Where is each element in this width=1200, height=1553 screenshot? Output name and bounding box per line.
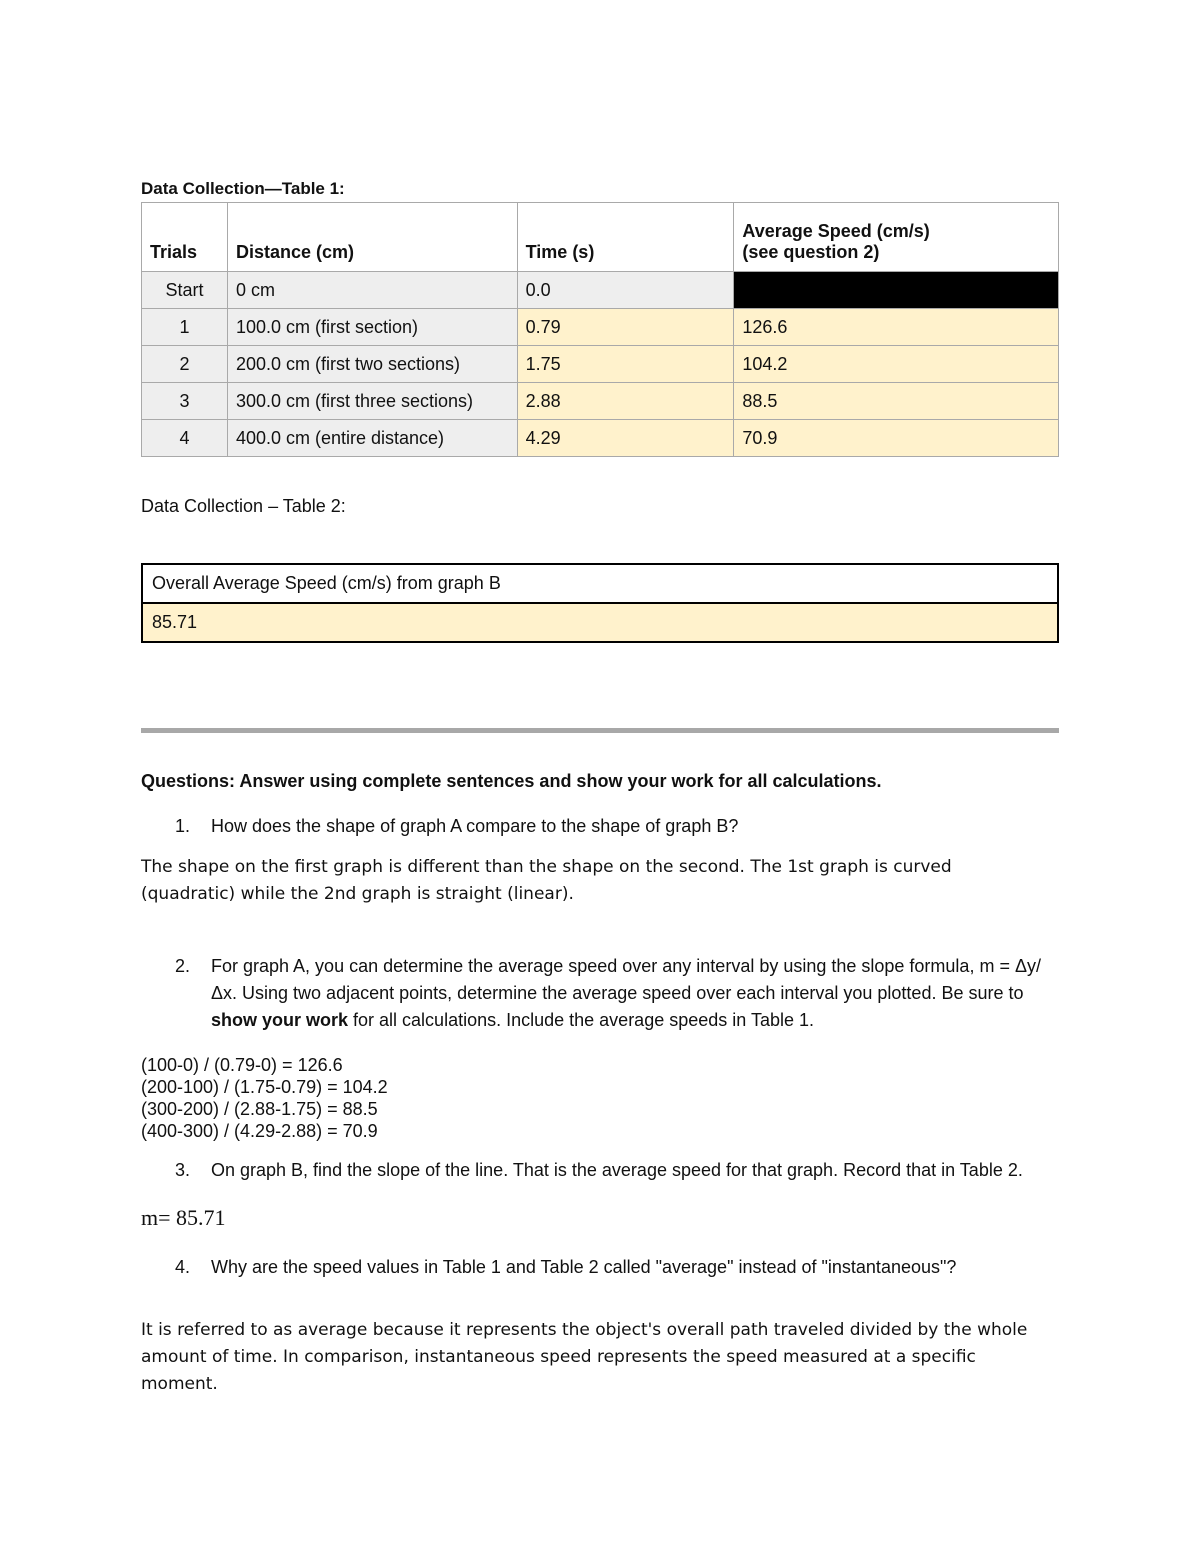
table-header-row (142, 564, 1058, 603)
cell-trial: 4 (142, 420, 228, 457)
table-row (142, 383, 1059, 420)
question-text-b: for all calculations. Include the average speeds in Table 1. (348, 1010, 814, 1030)
question-text: On graph B, find the slope of the line. That is the average speed for that graph. Record that in Table 2. (211, 1160, 1023, 1180)
cell-trial: 2 (142, 346, 228, 383)
header-time: Time (s) (517, 203, 734, 272)
answer-3[interactable]: m= 85.71 (141, 1205, 226, 1230)
question-number: 4. (175, 1257, 191, 1277)
question-text (211, 953, 1045, 1034)
cell-distance: 400.0 cm (entire distance) (227, 420, 517, 457)
calculation-line: (200-100) / (1.75-0.79) = 104.2 (141, 1077, 388, 1097)
table2-title: Data Collection – Table 2: (141, 496, 346, 516)
calculation-line: (300-200) / (2.88-1.75) = 88.5 (141, 1099, 378, 1119)
cell-speed-blocked (734, 272, 1059, 309)
table-row (142, 272, 1059, 309)
table2-value[interactable]: 85.71 (142, 603, 1058, 642)
cell-time: 0.0 (517, 272, 734, 309)
questions-heading: Questions: Answer using complete sentences and show your work for all calculations. (141, 771, 882, 791)
cell-trial: Start (142, 272, 228, 309)
calculation-line: (400-300) / (4.29-2.88) = 70.9 (141, 1121, 378, 1141)
cell-time[interactable]: 4.29 (517, 420, 734, 457)
header-trials: Trials (142, 203, 228, 272)
calculation-line: (100-0) / (0.79-0) = 126.6 (141, 1055, 343, 1075)
table2-header: Overall Average Speed (cm/s) from graph B (142, 564, 1058, 603)
cell-speed[interactable]: 88.5 (734, 383, 1059, 420)
table-row (142, 346, 1059, 383)
cell-time[interactable]: 0.79 (517, 309, 734, 346)
question-text-bold: show your work (211, 1010, 349, 1030)
question-3 (175, 1159, 1045, 1181)
section-divider (141, 728, 1059, 733)
question-number: 2. (175, 956, 191, 976)
question-text-a: For graph A, you can determine the average speed over any interval by using the slope formula, m = Δy/Δx. Using two adjacent points, determine the average speed over each interval you plotted. Be sure to (211, 956, 1041, 1003)
cell-distance: 300.0 cm (first three sections) (227, 383, 517, 420)
cell-trial: 1 (142, 309, 228, 346)
cell-speed[interactable]: 70.9 (734, 420, 1059, 457)
calculation-list[interactable] (141, 1054, 388, 1142)
question-1 (175, 813, 1045, 840)
question-number: 1. (175, 816, 191, 836)
answer-4[interactable]: It is referred to as average because it represents the object's overall path traveled divided by the whole amount of time. In comparison, instantaneous speed represents the speed measured at a specific moment. (141, 1320, 1028, 1394)
table-header-row (142, 203, 1059, 272)
cell-distance: 200.0 cm (first two sections) (227, 346, 517, 383)
header-average-speed-label: Average Speed (cm/s) (742, 221, 930, 241)
question-2 (175, 953, 1045, 1034)
question-4 (175, 1254, 1045, 1281)
question-text: How does the shape of graph A compare to the shape of graph B? (211, 816, 739, 836)
answer-1[interactable]: The shape on the first graph is different than the shape on the second. The 1st graph is curved (quadratic) while the 2nd graph is straight (linear). (141, 857, 952, 904)
header-average-speed (734, 203, 1059, 272)
cell-distance: 100.0 cm (first section) (227, 309, 517, 346)
question-number: 3. (175, 1160, 191, 1180)
table1-title: Data Collection—Table 1: (141, 179, 345, 198)
cell-speed[interactable]: 126.6 (734, 309, 1059, 346)
question-text: Why are the speed values in Table 1 and Table 2 called "average" instead of "instantaneous"? (211, 1257, 957, 1277)
data-table-2 (141, 563, 1059, 643)
header-distance: Distance (cm) (227, 203, 517, 272)
cell-distance: 0 cm (227, 272, 517, 309)
cell-time[interactable]: 1.75 (517, 346, 734, 383)
table-row (142, 603, 1058, 642)
data-table-1 (141, 202, 1059, 457)
cell-speed[interactable]: 104.2 (734, 346, 1059, 383)
table-row (142, 309, 1059, 346)
cell-trial: 3 (142, 383, 228, 420)
header-average-speed-note: (see question 2) (742, 242, 880, 262)
table-row (142, 420, 1059, 457)
cell-time[interactable]: 2.88 (517, 383, 734, 420)
